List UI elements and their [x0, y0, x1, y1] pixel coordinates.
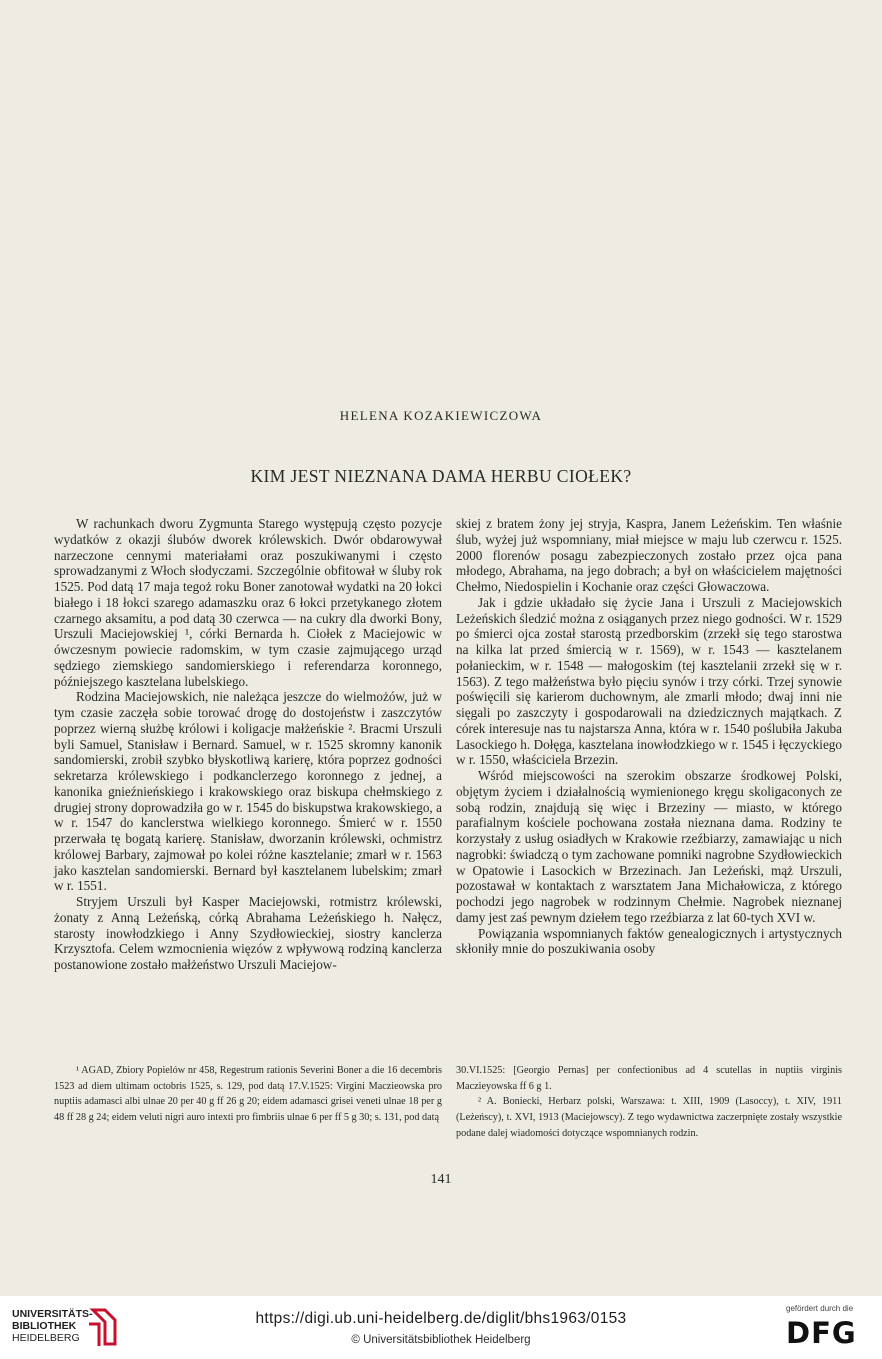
- footnote-1: ¹ AGAD, Zbiory Popielów nr 458, Regestrum rationis Severini Boner a die 16 decembris 1523 ad diem ultimam octobris 1525, s. 129, pod datą 17.V.1525: Virgini Maczieowska pro nuptiis adamasci albi ulnae 20 per 40 g ff 26 g 20; eidem adamasci grisei veneti ulnae 18 per g 48 ff 28 g 24; eidem veluti nigri auro intexti pro fimbriis ulnae 6 per ff 5 g 30; s. 131, pod datą: [54, 1065, 442, 1124]
- funding-label: gefördert durch die: [786, 1304, 854, 1313]
- page-url-link[interactable]: https://digi.ub.uni-heidelberg.de/diglit/bhs1963/0153: [255, 1310, 627, 1327]
- paragraph: Jak i gdzie układało się życie Jana i Urszuli z Maciejowskich Leżeńskich śledzić można z osiąganych przez niego godności. W r. 1529 po śmierci ojca został starostą przedborskim (zrzekł się tego starostwa na kilka lat przed śmiercią w r. 1569), w r. 1543 — kasztelanem połanieckim, w r. 1548 — małogoskim (tej kasztelanii zrzekł się w r. 1563). Z tego małżeństwa było pięciu synów i trzy córki. Trzej synowie poświęcili się karierom duchownym, ale zmarli młodo; dwaj inni nie sięgali po zaszczyty i gospodarowali na dziedzicznych majątkach. Z córek interesuje nas tu najstarsza Anna, która w r. 1540 poślubiła Jakuba Lasockiego h. Dołęga, kasztelana inowłodzkiego w r. 1545 i łęczyckiego w r. 1550, właściciela Brzezin.: [456, 594, 842, 768]
- dfg-logo[interactable]: DFG: [786, 1316, 857, 1350]
- footnote-2: ² A. Boniecki, Herbarz polski, Warszawa: t. XIII, 1909 (Lasoccy), t. XIV, 1911 (Leżeńscy), t. XVI, 1913 (Maciejowscy). Z tego wydawnictwa zaczerpnięte zostały wszystkie podane dalej wiadomości dotyczące wspomnianych rodzin.: [456, 1096, 842, 1139]
- paragraph: Wśród miejscowości na szerokim obszarze środkowej Polski, objętym życiem i działalnością wymienionego kręgu skoligaconych ze sobą rodzin, znajdują się więc i Brzeziny — miasto, w którego parafialnym kościele pochowana została nieznana dama. Rodziny te korzystały z usług osiadłych w Krakowie rzeźbiarzy, zamawiając u nich nagrobki: świadczą o tym zachowane pomniki nagrobne Szydłowieckich w Opatowie i Lasockich w Brzezinach. Jan Leżeński, mąż Urszuli, pozostawał w kontaktach z warsztatem Jana Michałowicza, z którego pochodzi jego nagrobek w rodzinnym Chełmie. Nagrobek nieznanej damy jest zaś pewnym dziełem tego rzeźbiarza z lat 60-tych XVI w.: [456, 768, 842, 925]
- library-name-line: HEIDELBERG: [12, 1332, 80, 1344]
- article-title: KIM JEST NIEZNANA DAMA HERBU CIOŁEK?: [250, 466, 632, 486]
- paragraph: W rachunkach dworu Zygmunta Starego występują często pozycje wydatków z okazji ślubów dworek królewskich. Dwór obdarowywał narzeczone cennymi materiałami oraz poszukiwanymi i często sprowadzanymi z Włoch słodyczami. Szczególnie obfitował w śluby rok 1525. Pod datą 17 maja tegoż roku Boner zanotował wydatki na 20 łokci białego i 18 łokci szarego adamaszku oraz 6 łokci przetykanego złotem czarnego aksamitu, a pod datą 30 czerwca — na cukry dla dworki Bony, Urszuli Maciejowskiej ¹, córki Bernarda h. Ciołek z Maciejowic w ówczesnym powiecie radomskim, w tym czasie zajmującego urząd sędziego ziemskiego sandomierskiego i referendarza koronnego, późniejszego kasztelana lubelskiego.: [54, 516, 442, 689]
- article-author: HELENA KOZAKIEWICZOWA: [339, 408, 543, 423]
- paragraph: Stryjem Urszuli był Kasper Maciejowski, rotmistrz królewski, żonaty z Anną Leżeńską, córką Abrahama Leżeńskiego h. Nałęcz, starosty inowłodzkiego i Anny Szydłowieckiej, siostry kanclerza Krzysztofa. Celem wzmocnienia więzów z wpływową rodziną kanclerza postanowione zostało małżeństwo Urszuli Maciejow-: [54, 894, 442, 972]
- paragraph: Rodzina Maciejowskich, nie należąca jeszcze do wielmożów, już w tym czasie zaczęła sobie torować drogę do dostojeństw i zaszczytów poprzez wierną służbę królowi i koligacje małżeńskie ². Bracmi Urszuli byli Samuel, Stanisław i Bernard. Samuel, w r. 1525 skromny kanonik sandomierski, zrobił szybko błyskotliwą karierę, która poprzez godności sekretarza królewskiego i podkanclerzego koronnego z jednej, a kanonika gnieźnieńskiego i krakowskiego oraz biskupa chełmskiego z drugiej strony doprowadziła go w r. 1545 do biskupstwa krakowskiego, a w r. 1547 do kanclerstwa wielkiego koronnego. Śmierć w r. 1550 przerwała tę bogatą karierę. Stanisław, dworzanin królewski, ochmistrz królowej Barbary, zajmował po kolei różne kasztelanie; zmarł w r. 1563 jako kasztelan sandomierski. Bernard był kasztelanem lubelskim; zmarł w r. 1551.: [54, 689, 442, 894]
- body-column-right: [456, 516, 842, 957]
- library-name-line: UNIVERSITÄTS-: [12, 1308, 93, 1320]
- body-column-left: [54, 516, 442, 973]
- paragraph: Powiązania wspomnianych faktów genealogicznych i artystycznych skłoniły mnie do poszukiwania osoby: [456, 925, 842, 957]
- copyright-notice: © Universitätsbibliothek Heidelberg: [351, 1334, 531, 1346]
- page-number: 141: [430, 1172, 452, 1187]
- footnote-1-continued: 30.VI.1525: [Georgio Pernas] per confectionibus ad 4 scutellas in nuptiis virginis Maczieyowska ff 6 g 1.: [456, 1065, 842, 1092]
- footnotes-right: [456, 1063, 842, 1142]
- footnotes-left: [54, 1063, 442, 1126]
- paragraph: skiej z bratem żony jej stryja, Kaspra, Janem Leżeńskim. Ten właśnie ślub, wyżej już wspomniany, miał miejsce w maju lub czerwcu r. 1525. 2000 florenów posagu zabezpieczonych zostało przez ojca pana młodego, Abrahama, na jego dobrach; a był on właścicielem majętności Chełmo, Niedospielin i Kochanie oraz części Głowaczowa.: [456, 516, 842, 594]
- viewer-footer: [0, 1296, 882, 1359]
- library-name-line: BIBLIOTHEK: [12, 1320, 77, 1332]
